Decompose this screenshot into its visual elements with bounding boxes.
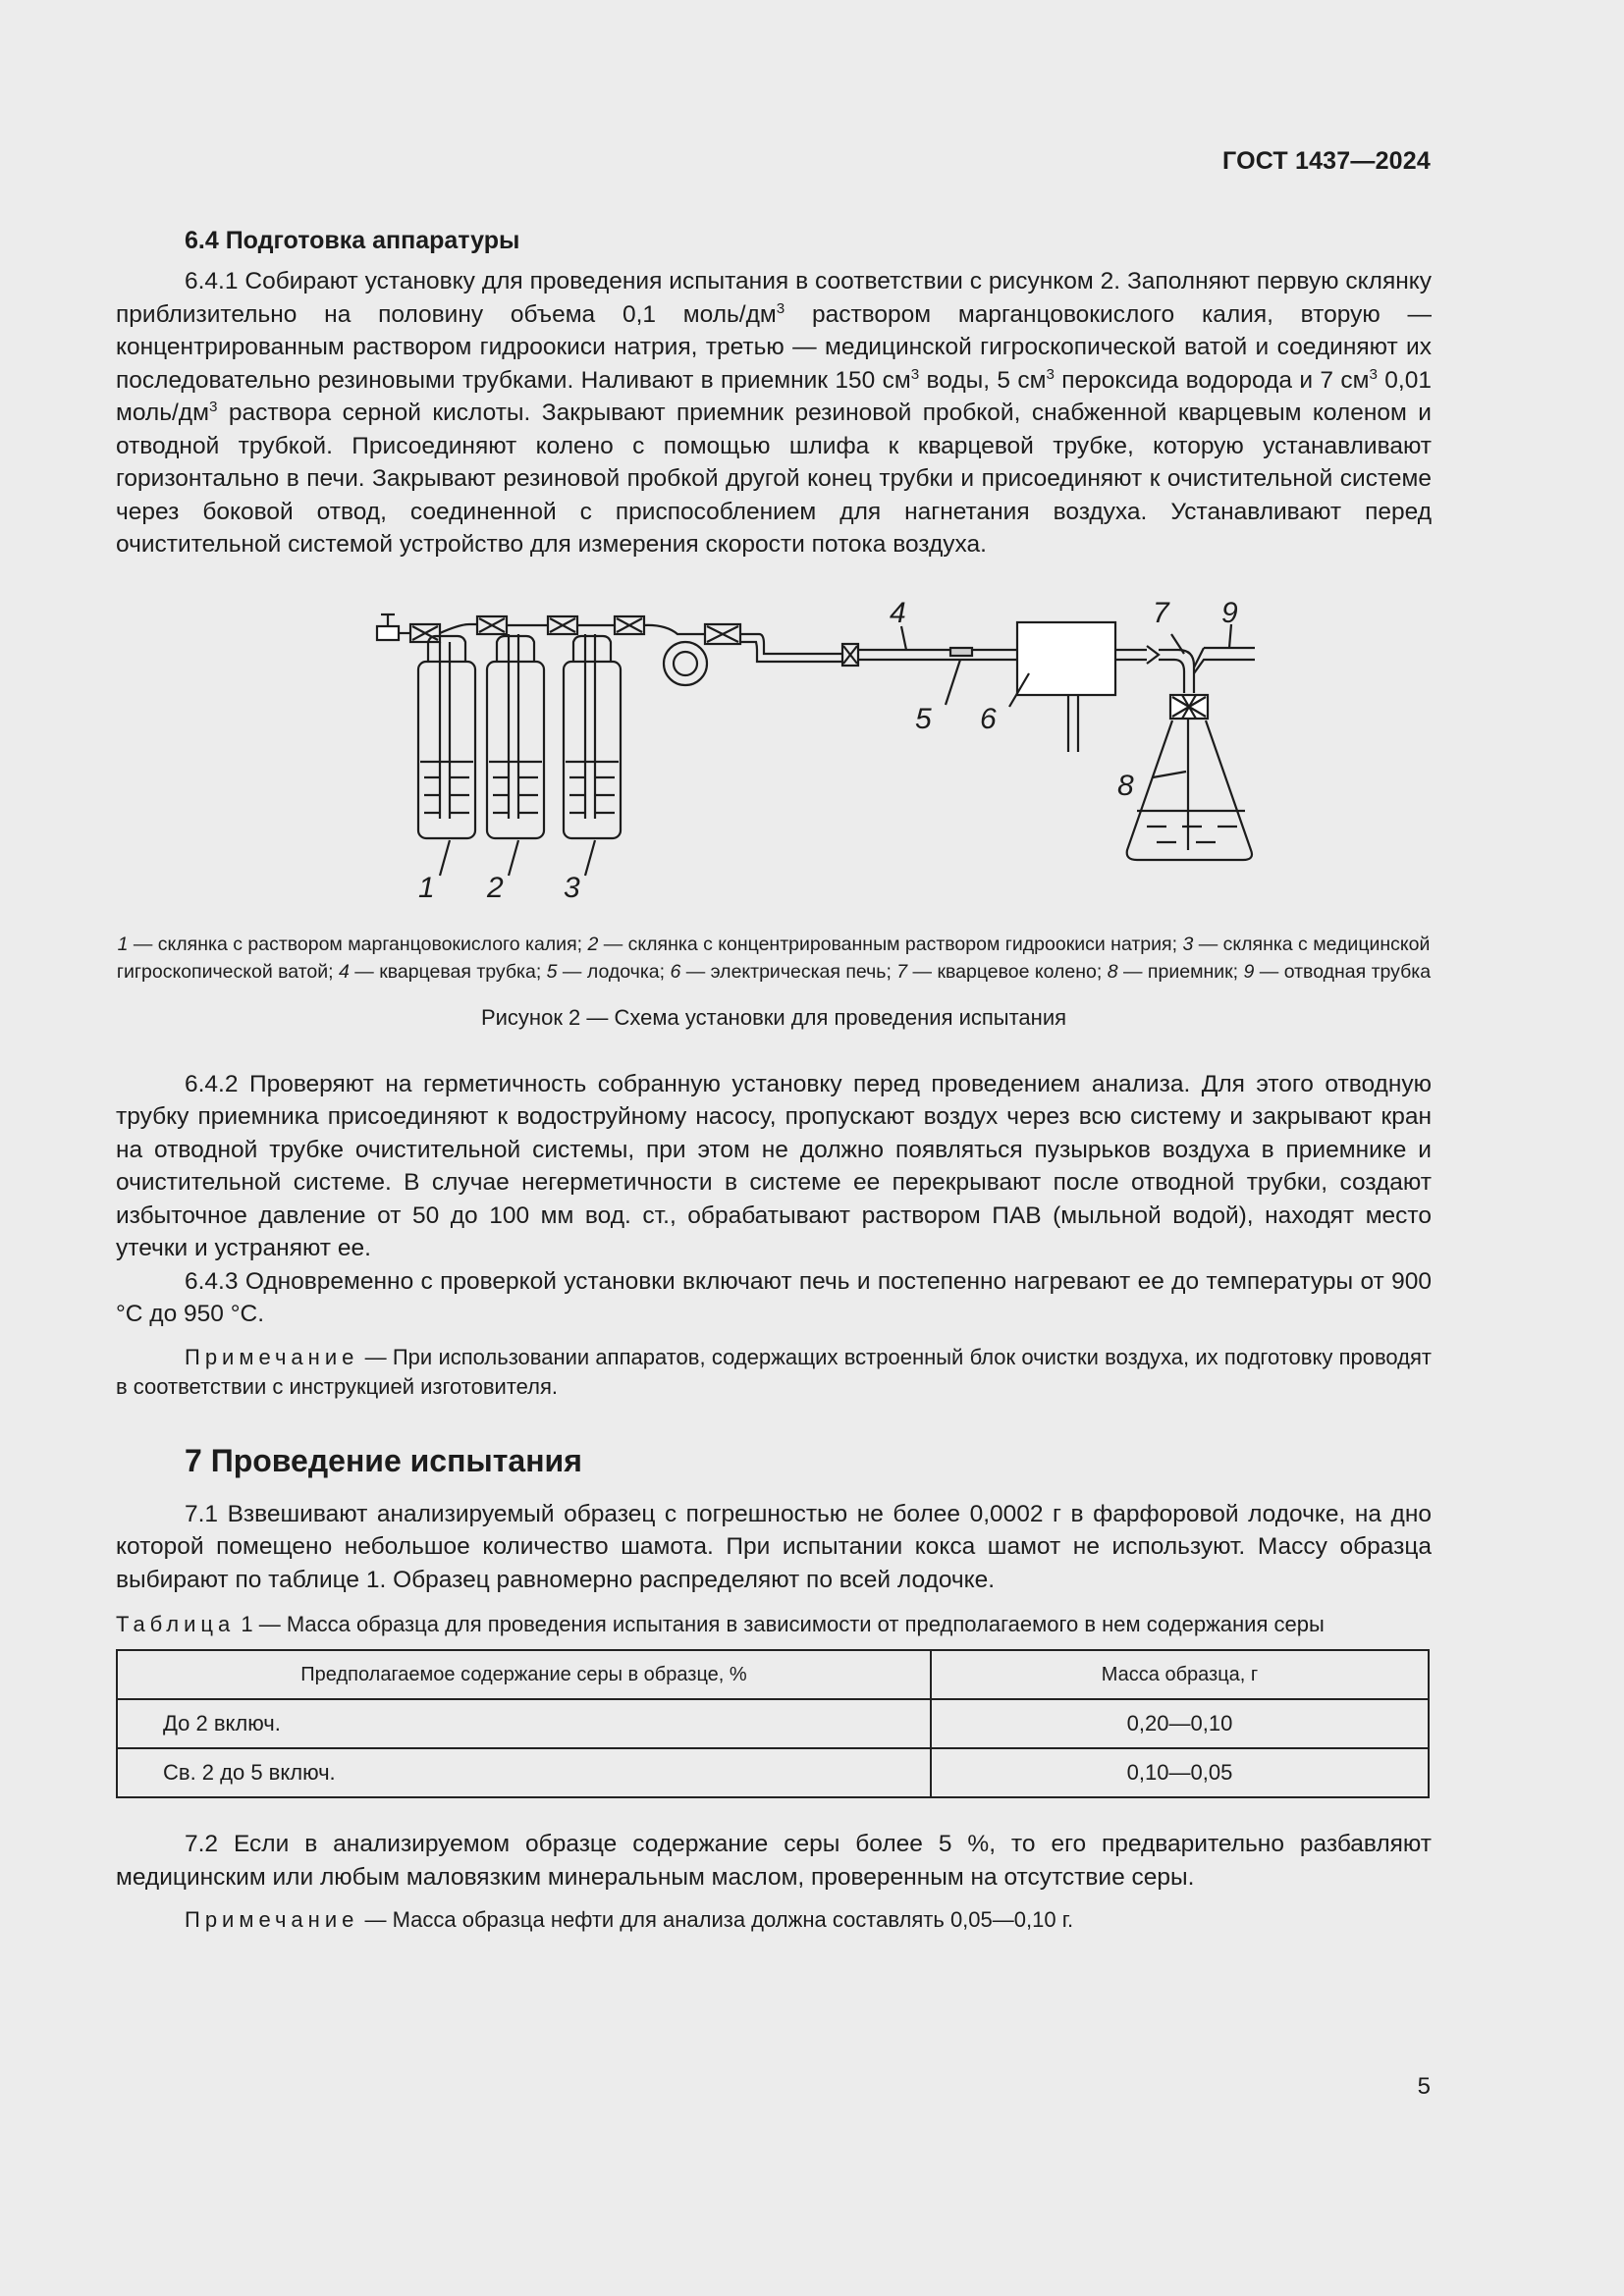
table-1-title bbox=[116, 1610, 1432, 1639]
callout-2: 2 bbox=[487, 871, 504, 904]
paragraph-7-1: 7.1 Взвешивают анализируемый образец с погрешностью не более 0,0002 г в фарфоровой лодочке, на дно которой помещено небольшое количество шамота. При испытании кокса шамот не используют. Массу образца выбирают по таблице 1. Образец равномерно распределяют по всей лодочке. bbox=[116, 1500, 1432, 1593]
note-6-4 bbox=[116, 1343, 1432, 1402]
table-row bbox=[117, 1699, 1429, 1748]
inlet-valve bbox=[377, 614, 410, 640]
bottle-3 bbox=[564, 634, 621, 838]
legend-text: — лодочка; bbox=[557, 960, 671, 983]
figure-legend bbox=[116, 931, 1432, 986]
electric-furnace bbox=[1017, 622, 1115, 752]
callout-8: 8 bbox=[1117, 769, 1134, 802]
quartz-elbow bbox=[1159, 650, 1194, 693]
table-cell: До 2 включ. bbox=[117, 1699, 931, 1748]
superscript: 3 bbox=[776, 299, 785, 317]
superscript: 3 bbox=[910, 365, 920, 383]
bottle-2 bbox=[487, 634, 544, 838]
superscript: 3 bbox=[1046, 365, 1055, 383]
receiver-flask bbox=[1127, 695, 1252, 860]
callout-4: 4 bbox=[890, 596, 906, 629]
callout-6: 6 bbox=[980, 702, 997, 735]
table-cell: 0,10—0,05 bbox=[931, 1748, 1429, 1797]
legend-num: 5 bbox=[546, 960, 558, 983]
callout-3: 3 bbox=[564, 871, 580, 904]
legend-text: — отводная трубка bbox=[1254, 960, 1432, 983]
p641-part-e: 0,01 моль/дм bbox=[116, 366, 1432, 426]
figure-caption: Рисунок 2 — Схема установки для проведения испытания bbox=[480, 1004, 1067, 1030]
legend-num: 6 bbox=[670, 960, 681, 983]
coil-flowmeter bbox=[664, 642, 707, 685]
callout-1: 1 bbox=[418, 871, 435, 904]
legend-text: — склянка с концентрированным раствором гидроокиси натрия; bbox=[598, 933, 1183, 955]
superscript: 3 bbox=[208, 398, 218, 415]
p641-part-c: воды, 5 см bbox=[919, 366, 1047, 394]
rubber-tube-connectors bbox=[410, 616, 858, 666]
table-header-cell: Масса образца, г bbox=[931, 1650, 1429, 1699]
legend-num: 8 bbox=[1107, 960, 1118, 983]
legend-num: 7 bbox=[896, 960, 908, 983]
p641-part-b: раствором марганцовокислого калия, вторую — концентрированным раствором гидроокиси натрия, третью — медицинской гигроскопической ватой и соединяют их последовательно резиновыми трубками. Наливают в приемник 150 см bbox=[116, 300, 1432, 394]
table-header-cell: Предполагаемое содержание серы в образце, % bbox=[117, 1650, 931, 1699]
legend-text: — кварцевое колено; bbox=[907, 960, 1108, 983]
callout-9: 9 bbox=[1221, 596, 1238, 629]
note-text: — Масса образца нефти для анализа должна составлять 0,05—0,10 г. bbox=[358, 1907, 1074, 1932]
callout-5: 5 bbox=[915, 702, 932, 735]
page-content bbox=[116, 224, 1432, 1935]
legend-num: 3 bbox=[1182, 933, 1194, 955]
paragraph-6-4-1 bbox=[116, 265, 1432, 561]
legend-num: 9 bbox=[1243, 960, 1255, 983]
paragraph-6-4-2: 6.4.2 Проверяют на герметичность собранную установку перед проведением анализа. Для этого отводную трубку приемника присоединяют к водоструйному насосу, пропускают воздух через всю систему и закрывают кран на отводной трубке очистительной системы, при этом не должно появляться пузырьков воздуха в приемнике и очистительной системе. В случае негерметичности в системе ее перекрывают после отводной трубки, создают избыточное давление от 50 до 100 мм вод. ст., обрабатывают раствором ПАВ (мыльной водой), находят место утечки и устраняют ее. bbox=[116, 1070, 1432, 1261]
legend-text: — электрическая печь; bbox=[680, 960, 897, 983]
legend-text: — кварцевая трубка; bbox=[349, 960, 547, 983]
legend-text: — приемник; bbox=[1117, 960, 1244, 983]
bottle-1 bbox=[418, 636, 475, 838]
outlet-tube bbox=[1194, 648, 1255, 673]
paragraph-7-2: 7.2 Если в анализируемом образце содержание серы более 5 %, то его предварительно разбавляют медицинским или любым маловязким минеральным маслом, проверенным на отсутствие серы. bbox=[116, 1831, 1432, 1891]
apparatus-diagram bbox=[371, 585, 1238, 909]
table-label: Таблица bbox=[116, 1612, 236, 1636]
p641-part-d: пероксида водорода и 7 см bbox=[1054, 366, 1370, 394]
p641-part-a: 6.4.1 Собирают установку для проведения испытания в соответствии с рисунком 2. Заполняют первую склянку приблизительно на половину объема 0,1 моль/дм bbox=[116, 268, 1432, 328]
table-cell: Св. 2 до 5 включ. bbox=[117, 1748, 931, 1797]
legend-num: 1 bbox=[117, 933, 129, 955]
legend-text: — склянка с медицинской гигроскопической ватой; bbox=[116, 933, 1431, 983]
note-label: Примечание bbox=[185, 1907, 359, 1932]
table-header-row bbox=[117, 1650, 1429, 1699]
superscript: 3 bbox=[1369, 365, 1378, 383]
legend-text: — склянка с раствором марганцовокислого калия; bbox=[128, 933, 588, 955]
note-text: — При использовании аппаратов, содержащих встроенный блок очистки воздуха, их подготовку проводят в соответствии с инструкцией изготовителя. bbox=[116, 1344, 1432, 1399]
subsection-title-6-4: 6.4 Подготовка аппаратуры bbox=[185, 227, 520, 254]
table-row bbox=[117, 1748, 1429, 1797]
table-cell: 0,20—0,10 bbox=[931, 1699, 1429, 1748]
note-7 bbox=[116, 1905, 1432, 1935]
table-title-text: 1 — Масса образца для проведения испытания в зависимости от предполагаемого в нем содержания серы bbox=[235, 1612, 1325, 1636]
note-label: Примечание bbox=[185, 1344, 359, 1369]
legend-num: 2 bbox=[587, 933, 599, 955]
figure-2-apparatus bbox=[116, 585, 1432, 919]
document-code: ГОСТ 1437—2024 bbox=[1222, 147, 1431, 175]
section-title-7: 7 Проведение испытания bbox=[185, 1442, 582, 1478]
paragraph-6-4-3: 6.4.3 Одновременно с проверкой установки включают печь и постепенно нагревают ее до температуры от 900 °С до 950 °С. bbox=[116, 1267, 1432, 1327]
table-1 bbox=[116, 1649, 1430, 1798]
legend-num: 4 bbox=[339, 960, 350, 983]
page-number: 5 bbox=[1417, 2073, 1431, 2100]
p641-part-f: раствора серной кислоты. Закрывают приемник резиновой пробкой, снабженной кварцевым коленом и отводной трубкой. Присоединяют колено с помощью шлифа к кварцевой трубке, которую устанавливают горизонтально в печи. Закрывают резиновой пробкой другой конец трубки и присоединяют к очистительной системе через боковой отвод, соединенной с приспособлением для нагнетания воздуха. Устанавливают перед очистительной системой устройство для измерения скорости потока воздуха. bbox=[116, 400, 1432, 558]
callout-7: 7 bbox=[1153, 596, 1169, 629]
